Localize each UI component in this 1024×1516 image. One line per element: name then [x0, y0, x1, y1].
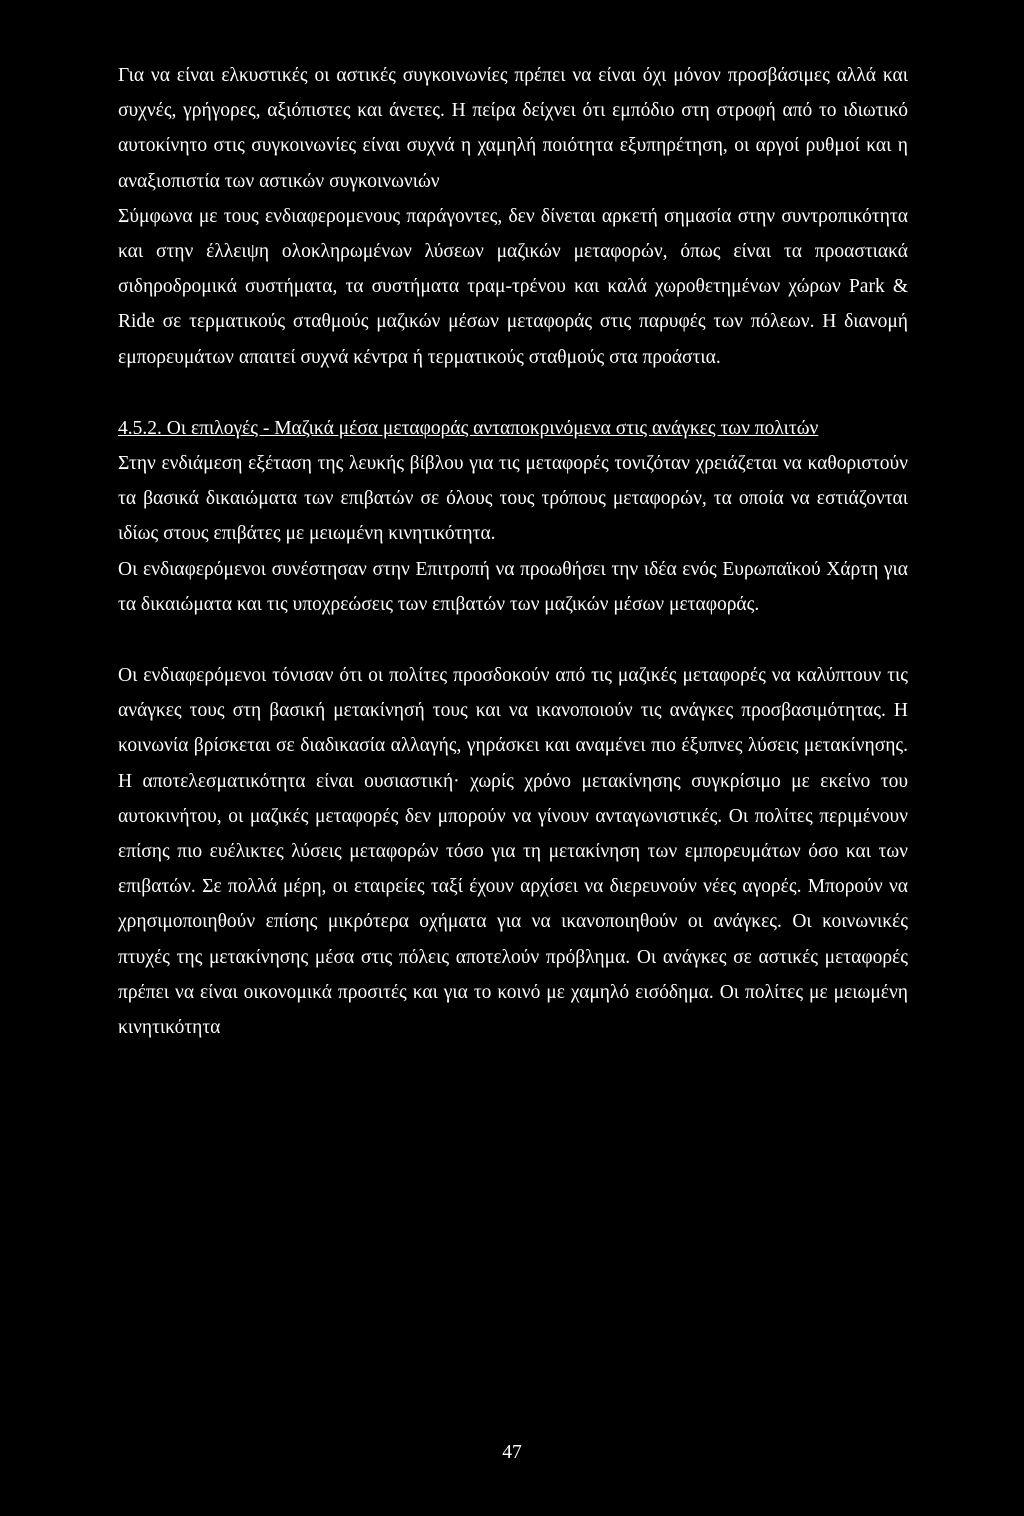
paragraph-stakeholders-intermodality: Σύμφωνα με τους ενδιαφερομενους παράγοντες, δεν δίνεται αρκετή σημασία στην συντροπικότητα και στην έλλειψη ολοκληρωμένων λύσεων μαζικών μεταφορών, όπως είναι τα προαστιακά σιδηροδρομικά συστήματα, τα συστήματα τραμ-τρένου και καλά χωροθετημένων χώρων Park & Ride σε τερματικούς σταθμούς μαζικών μέσων μεταφοράς στις παρυφές των πόλεων. Η διανομή εμπορευμάτων απαιτεί συχνά κέντρα ή τερματικούς σταθμούς στα προάστια.: [118, 205, 908, 368]
paragraph-white-paper-review: Στην ενδιάμεση εξέταση της λευκής βίβλου για τις μεταφορές τονιζόταν χρειάζεται να καθοριστούν τα βασικά δικαιώματα των επιβατών σε όλους τους τρόπους μεταφορών, τα οποία να εστιάζονται ιδίως στους επιβάτες με μειωμένη κινητικότητα.: [118, 453, 908, 545]
paragraph-attractive-transit: Για να είναι ελκυστικές οι αστικές συγκοινωνίες πρέπει να είναι όχι μόνον προσβάσιμες αλλά και συχνές, γρήγορες, αξιόπιστες και άνετες. Η πείρα δείχνει ότι εμπόδιο στη στροφή από το ιδιωτικό αυτοκίνητο στις συγκοινωνίες είναι συχνά η χαμηλή ποιότητα εξυπηρέτηση, οι αργοί ρυθμοί και η αναξιοπιστία των αστικών συγκοινωνιών: [118, 65, 908, 192]
page-number: 47: [502, 1442, 522, 1463]
section-heading: 4.5.2. Οι επιλογές - Μαζικά μέσα μεταφοράς ανταποκρινόμενα στις ανάγκες των πολιτών: [118, 417, 819, 439]
paragraph-european-charter: Οι ενδιαφερόμενοι συνέστησαν στην Επιτροπή να προωθήσει την ιδέα ενός Ευρωπαϊκού Χάρτη για τα δικαιώματα και τις υποχρεώσεις των επιβατών των μαζικών μέσων μεταφοράς.: [118, 558, 908, 615]
paragraph-citizen-expectations: Οι ενδιαφερόμενοι τόνισαν ότι οι πολίτες προσδοκούν από τις μαζικές μεταφορές να καλύπτουν τις ανάγκες τους στη βασική μετακίνησή τους και να ικανοποιούν τις ανάγκες προσβασιμότητας. Η κοινωνία βρίσκεται σε διαδικασία αλλαγής, γηράσκει και αναμένει πιο έξυπνες λύσεις μετακίνησης. Η αποτελεσματικότητα είναι ουσιαστική· χωρίς χρόνο μετακίνησης συγκρίσιμο με εκείνο του αυτοκινήτου, οι μαζικές μεταφορές δεν μπορούν να γίνουν ανταγωνιστικές. Οι πολίτες περιμένουν επίσης πιο ευέλικτες λύσεις μεταφορών τόσο για τη μετακίνηση των εμπορευμάτων όσο και των επιβατών. Σε πολλά μέρη, οι εταιρείες ταξί έχουν αρχίσει να διερευνούν νέες αγορές. Μπορούν να χρησιμοποιηθούν επίσης μικρότερα οχήματα για να ικανοποιηθούν οι ανάγκες. Οι κοινωνικές πτυχές της μετακίνησης μέσα στις πόλεις αποτελούν πρόβλημα. Οι ανάγκες σε αστικές μεταφορές πρέπει να είναι οικονομικά προσιτές και για το κοινό με χαμηλό εισόδημα. Οι πολίτες με μειωμένη κινητικότητα: [118, 665, 908, 1039]
document-page: [118, 58, 908, 1045]
